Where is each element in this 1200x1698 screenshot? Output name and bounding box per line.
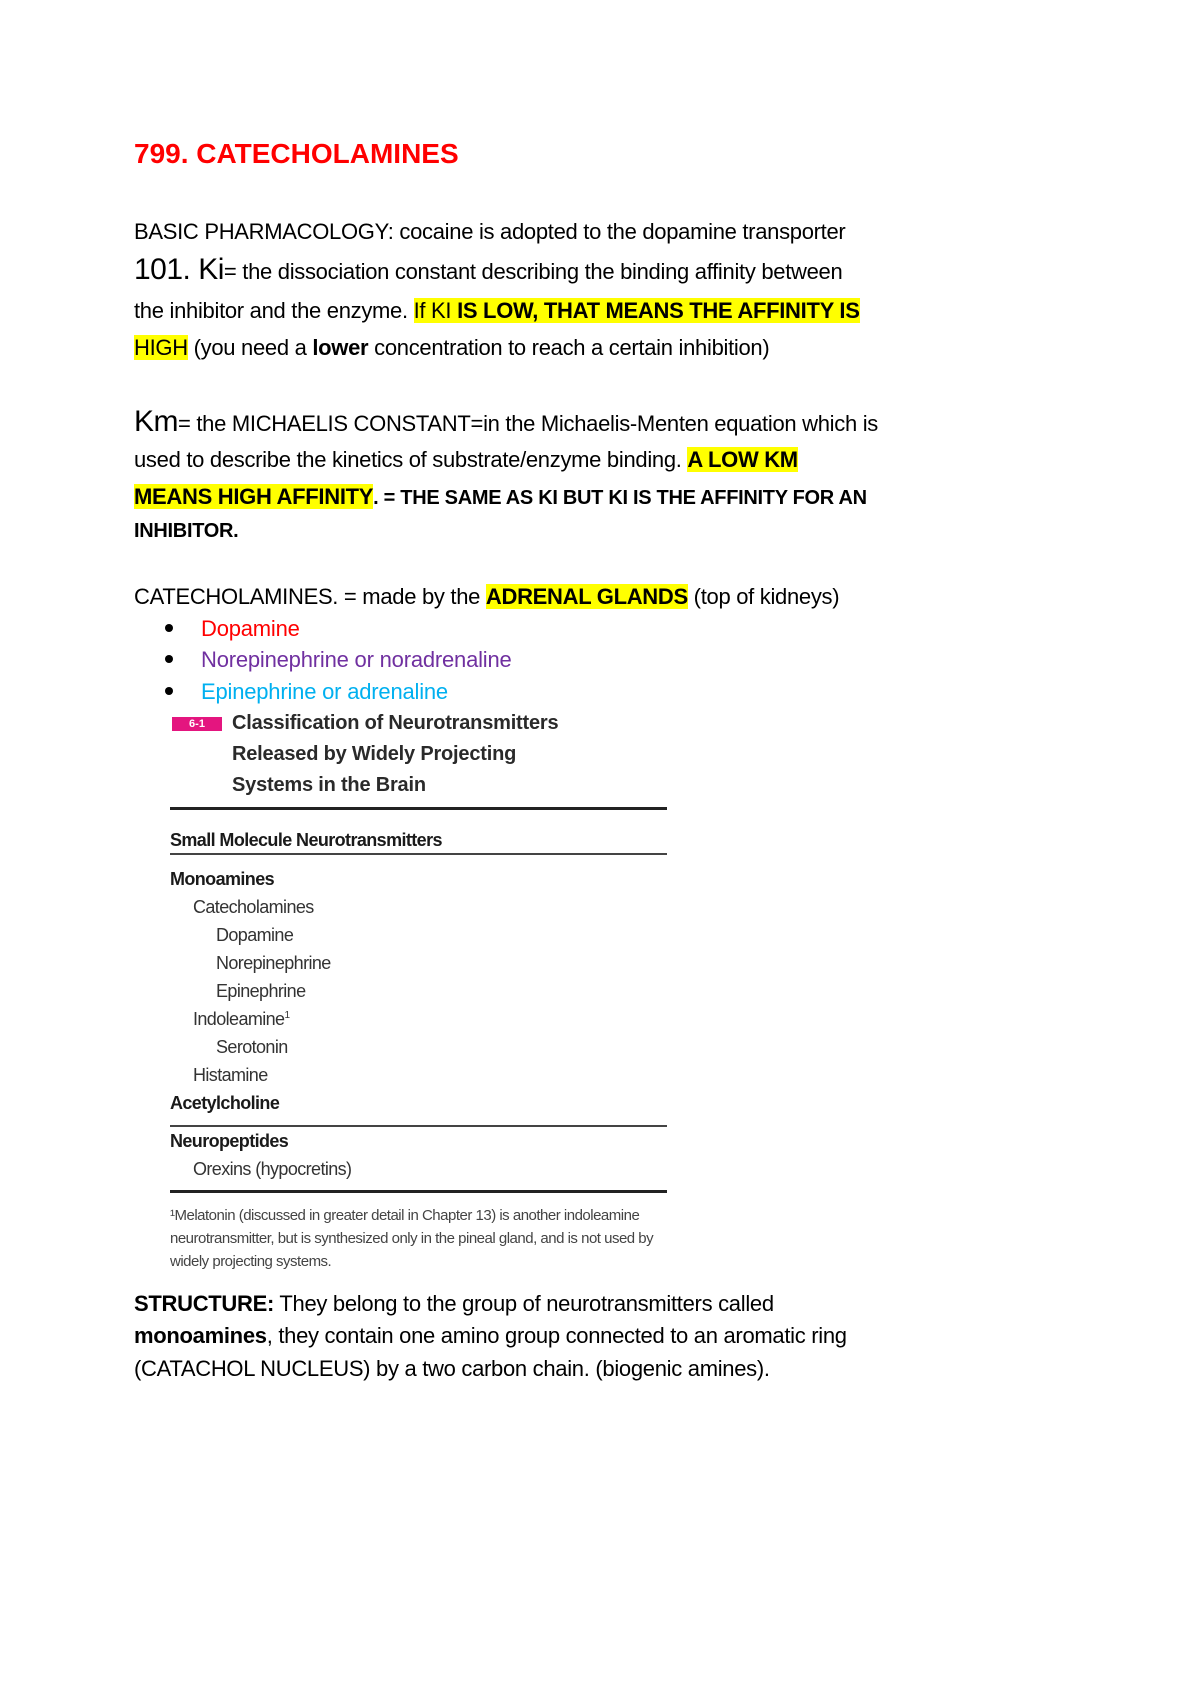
figure-row: Serotonin bbox=[216, 1037, 288, 1057]
neurotransmitter-classification-figure bbox=[170, 710, 670, 1280]
km-text: used to describe the kinetics of substrate/enzyme binding. bbox=[134, 447, 688, 472]
km-highlight: A LOW KM bbox=[687, 447, 798, 472]
bullet-item-dopamine bbox=[165, 616, 300, 642]
km-bold-text: . = THE SAME AS KI BUT KI IS THE AFFINITY FOR AN bbox=[373, 487, 867, 509]
ki-definition-text: = the dissociation constant describing the binding affinity between bbox=[223, 259, 843, 284]
catecholamines-line bbox=[134, 584, 839, 610]
bullet-label: Epinephrine or adrenaline bbox=[201, 679, 448, 704]
km-definition-line-3 bbox=[134, 484, 867, 510]
figure-section-header: Small Molecule Neurotransmitters bbox=[170, 830, 442, 850]
page-title: 799. CATECHOLAMINES bbox=[134, 138, 459, 169]
figure-row: Histamine bbox=[193, 1065, 268, 1085]
ki-label: 101. Ki bbox=[134, 253, 224, 286]
figure-title-line: Systems in the Brain bbox=[232, 774, 426, 796]
figure-neuropeptides-header: Neuropeptides bbox=[170, 1131, 289, 1151]
ki-highlight-high: HIGH bbox=[134, 335, 188, 360]
figure-row: Epinephrine bbox=[216, 981, 306, 1001]
figure-row-text: Indoleamine bbox=[193, 1009, 285, 1029]
figure-badge: 6-1 bbox=[172, 717, 222, 731]
figure-row: Acetylcholine bbox=[170, 1093, 280, 1113]
basic-pharmacology-line: BASIC PHARMACOLOGY: cocaine is adopted to the dopamine transporter bbox=[134, 219, 846, 244]
km-label: Km bbox=[134, 405, 178, 438]
ki-bold-lower: lower bbox=[312, 335, 369, 360]
structure-text: , they contain one amino group connected to an aromatic ring bbox=[266, 1323, 847, 1348]
figure-row: Catecholamines bbox=[193, 897, 314, 917]
structure-line-2 bbox=[134, 1323, 847, 1349]
catecholamines-text: (top of kidneys) bbox=[687, 584, 840, 609]
figure-row: Norepinephrine bbox=[216, 953, 331, 973]
bullet-label: Dopamine bbox=[201, 616, 300, 641]
bullet-icon bbox=[165, 687, 173, 695]
ki-definition-line-1 bbox=[134, 253, 842, 287]
ki-text: (you need a bbox=[187, 335, 313, 360]
ki-highlight-part-b: IS LOW, THAT MEANS THE AFFINITY IS bbox=[457, 298, 860, 323]
bullet-icon bbox=[165, 624, 173, 632]
figure-row bbox=[193, 1009, 289, 1030]
figure-row: Dopamine bbox=[216, 925, 294, 945]
km-highlight: MEANS HIGH AFFINITY bbox=[134, 484, 374, 509]
km-definition-text: = the MICHAELIS CONSTANT=in the Michaelis-Menten equation which is bbox=[178, 411, 878, 436]
figure-bottom-rule bbox=[170, 1190, 667, 1193]
figure-top-rule bbox=[170, 807, 667, 810]
km-definition-line-4: INHIBITOR. bbox=[134, 520, 239, 542]
figure-section-rule bbox=[170, 853, 667, 855]
footnote-marker: 1 bbox=[284, 1010, 290, 1021]
figure-title-line: Released by Widely Projecting bbox=[232, 743, 517, 765]
monoamines-bold: monoamines bbox=[134, 1323, 267, 1348]
adrenal-glands-highlight: ADRENAL GLANDS bbox=[485, 584, 688, 609]
structure-label: STRUCTURE: bbox=[134, 1291, 274, 1316]
km-definition-line-2 bbox=[134, 447, 798, 473]
figure-section-rule bbox=[170, 1125, 667, 1127]
figure-footnote-line: widely projecting systems. bbox=[170, 1253, 332, 1270]
figure-row: Orexins (hypocretins) bbox=[193, 1159, 352, 1179]
ki-definition-line-3 bbox=[134, 335, 769, 361]
ki-text: the inhibitor and the enzyme. bbox=[134, 298, 414, 323]
ki-definition-line-2 bbox=[134, 298, 860, 324]
catecholamines-text: CATECHOLAMINES. = made by the bbox=[134, 584, 486, 609]
bullet-item-epinephrine bbox=[165, 679, 448, 705]
figure-footnote-line: neurotransmitter, but is synthesized only in the pineal gland, and is not used by bbox=[170, 1230, 654, 1247]
structure-text: They belong to the group of neurotransmitters called bbox=[274, 1291, 774, 1316]
structure-line-1 bbox=[134, 1291, 774, 1317]
km-definition-line-1 bbox=[134, 405, 878, 439]
bullet-item-norepinephrine bbox=[165, 647, 512, 673]
figure-title-line: Classification of Neurotransmitters bbox=[232, 712, 559, 734]
ki-highlight bbox=[414, 298, 860, 323]
bullet-label: Norepinephrine or noradrenaline bbox=[201, 647, 512, 672]
ki-highlight-part-a: If KI bbox=[413, 298, 458, 323]
structure-line-3: (CATACHOL NUCLEUS) by a two carbon chain. (biogenic amines). bbox=[134, 1356, 770, 1381]
figure-footnote-line: ¹Melatonin (discussed in greater detail in Chapter 13) is another indoleamine bbox=[170, 1207, 640, 1224]
bullet-icon bbox=[165, 655, 173, 663]
figure-row: Monoamines bbox=[170, 869, 275, 889]
ki-text: concentration to reach a certain inhibition) bbox=[368, 335, 770, 360]
